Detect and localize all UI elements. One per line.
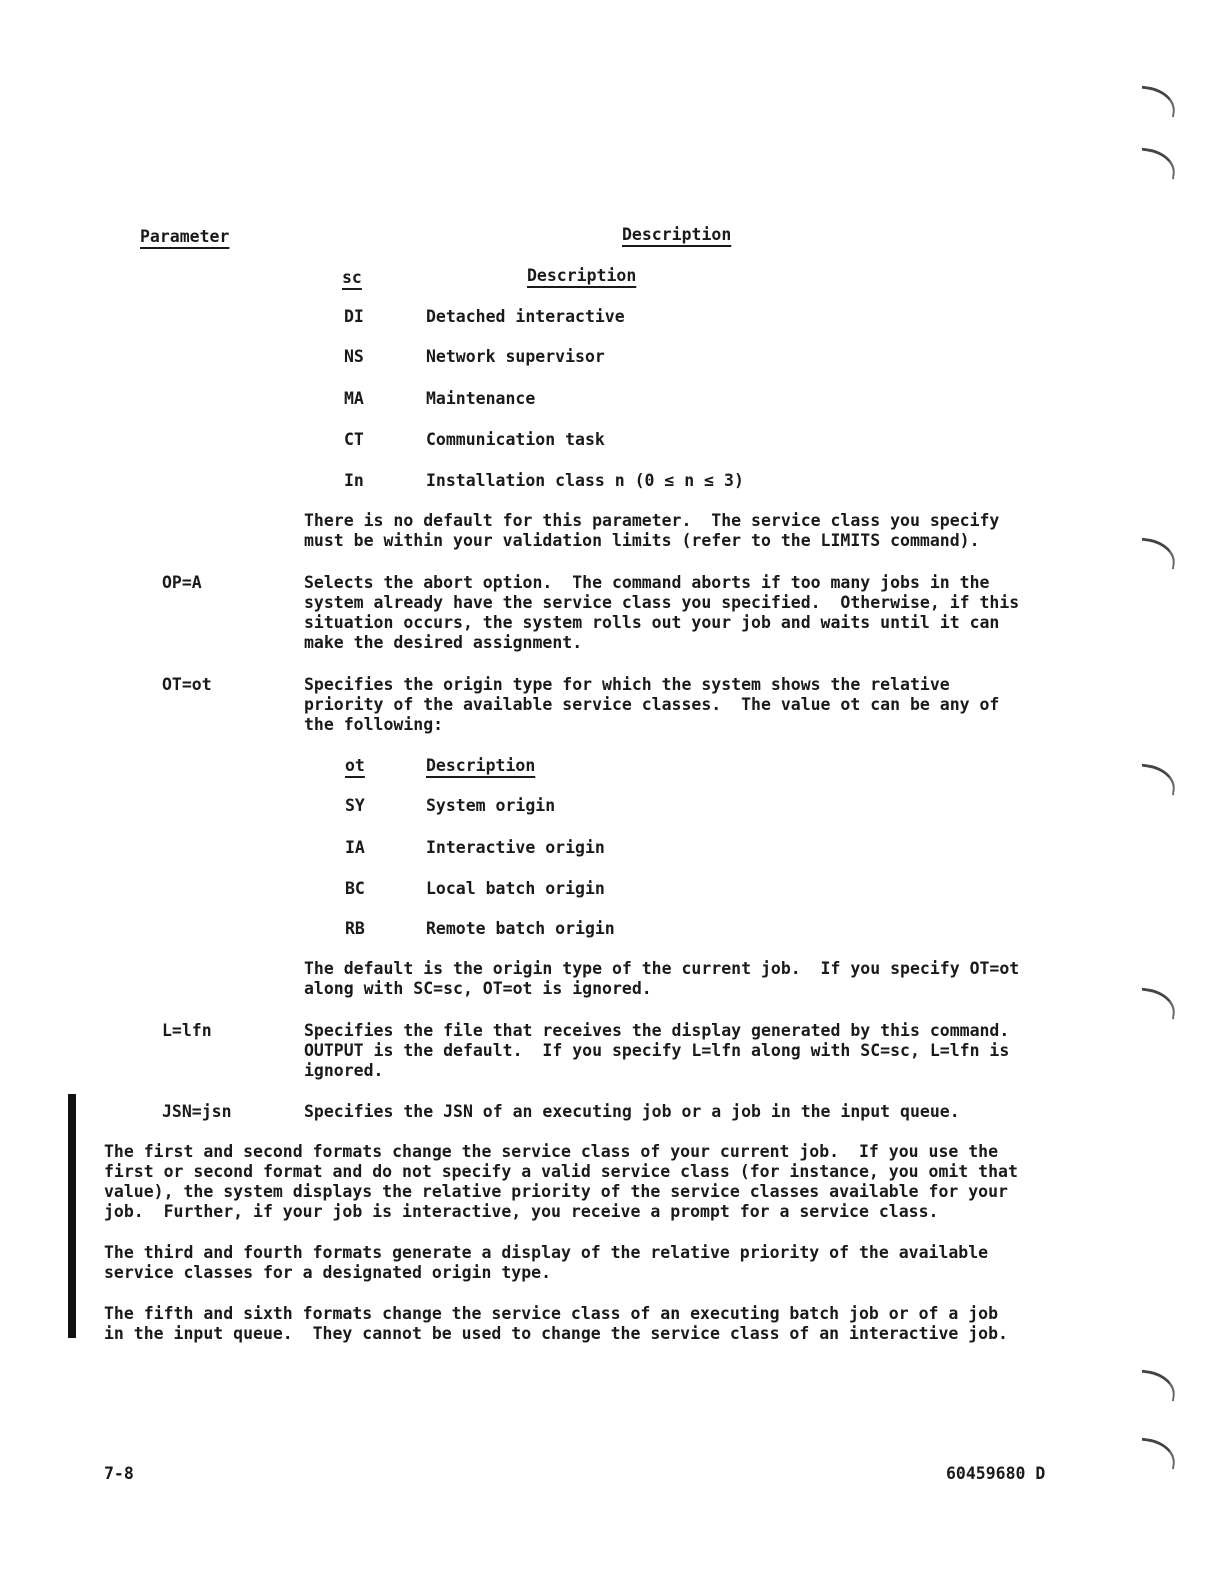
param-l-description: Specifies the file that receives the display generated by this command. OUTPUT is the default. If you specify L=lfn along with SC=sc, L=lfn is ignored. [304,1021,1010,1080]
sc-code: CT [344,430,364,449]
ot-table-code-header: ot [345,756,365,775]
ot-default-note: The default is the origin type of the current job. If you specify OT=ot along with SC=sc, OT=ot is ignored. [304,959,1020,998]
change-bar [68,1094,76,1338]
sc-desc: Network supervisor [426,347,605,366]
page-number: 7-8 [104,1464,134,1483]
body-paragraph: The first and second formats change the service class of your current job. If you use the first or second format and do not specify a valid service class (for instance, you omit that value), the system displays the relative priority of the service classes available for your job. Further, if your job is interactive, you receive a prompt for a service class. [104,1142,1018,1221]
sc-desc: Maintenance [426,389,536,408]
sc-desc: Communication task [426,430,605,449]
sc-table-desc-header: Description [527,266,637,285]
sc-desc: Installation class n (0 ≤ n ≤ 3) [426,471,744,490]
sc-table-code-header: sc [342,268,362,287]
param-jsn: JSN=jsn [162,1102,232,1121]
sc-default-note: There is no default for this parameter. The service class you specify must be within your validation limits (refer to the LIMITS command). [304,511,1000,550]
binding-mark [1138,1438,1177,1470]
param-ot-description: Specifies the origin type for which the system shows the relative priority of the available service classes. The value ot can be any of the following: [304,675,1000,734]
param-op: OP=A [162,573,202,592]
param-op-description: Selects the abort option. The command aborts if too many jobs in the system already have the service class you specified. Otherwise, if this situation occurs, the system rolls out your job and waits until it can make the desired assignment. [304,573,1020,652]
body-paragraph: The third and fourth formats generate a display of the relative priority of the available service classes for a designated origin type. [104,1243,989,1282]
binding-mark [1138,148,1177,180]
param-ot: OT=ot [162,675,212,694]
binding-mark [1138,764,1177,796]
ot-code: BC [345,879,365,898]
binding-mark [1138,1370,1177,1402]
ot-desc: Local batch origin [426,879,605,898]
ot-code: IA [345,838,365,857]
sc-code: In [344,471,364,490]
document-number: 60459680 D [946,1464,1046,1483]
ot-table-desc-header: Description [426,756,536,775]
ot-code: SY [345,796,365,815]
binding-mark [1138,538,1177,570]
ot-desc: Interactive origin [426,838,605,857]
ot-desc: Remote batch origin [426,919,615,938]
sc-code: NS [344,347,364,366]
sc-desc: Detached interactive [426,307,625,326]
param-jsn-description: Specifies the JSN of an executing job or a job in the input queue. [304,1102,960,1121]
sc-code: DI [344,307,364,326]
ot-code: RB [345,919,365,938]
description-column-header: Description [622,225,732,244]
ot-desc: System origin [426,796,556,815]
binding-mark [1138,86,1177,118]
sc-code: MA [344,389,364,408]
parameter-column-header: Parameter [140,227,230,246]
param-l: L=lfn [162,1021,212,1040]
body-paragraph: The fifth and sixth formats change the service class of an executing batch job or of a job in the input queue. They cannot be used to change the service class of an interactive job. [104,1304,1008,1343]
binding-mark [1138,988,1177,1020]
